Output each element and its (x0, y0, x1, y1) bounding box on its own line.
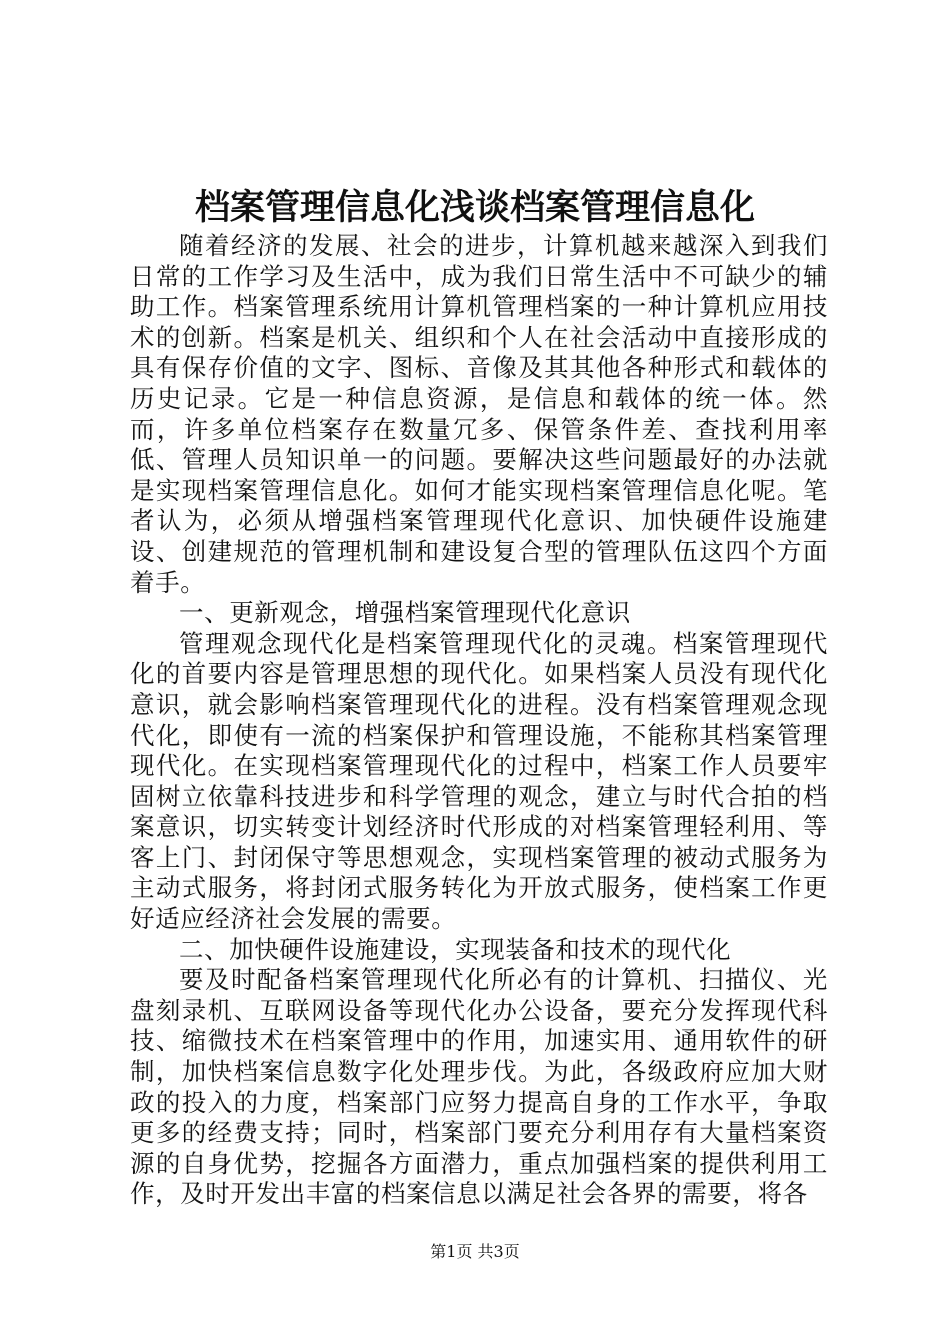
section-heading-2: 二、加快硬件设施建设，实现装备和技术的现代化 (179, 934, 732, 964)
document-title: 档案管理信息化浅谈档案管理信息化 (194, 187, 755, 228)
intro-paragraph: 随着经济的发展、社会的进步，计算机越来越深入到我们日常的工作学习及生活中，成为我们日常生活中不可缺少的辅助工作。档案管理系统用计算机管理档案的一种计算机应用技术的创新。档案是机关、组织和个人在社会活动中直接形成的具有保存价值的文字、图标、音像及其其他各种形式和载体的历史记录。它是一种信息资源，是信息和载体的统一体。然而，许多单位档案存在数量冗多、保管条件差、查找利用率低、管理人员知识单一的问题。要解决这些问题最好的办法就是实现档案管理信息化。如何才能实现档案管理信息化呢。笔者认为，必须从增强档案管理现代化意识、加快硬件设施建设、创建规范的管理机制和建设复合型的管理队伍这四个方面着手。 (130, 231, 828, 597)
section-paragraph-2: 要及时配备档案管理现代化所必有的计算机、扫描仪、光盘刻录机、互联网设备等现代化办公设备，要充分发挥现代科技、缩微技术在档案管理中的作用，加速实用、通用软件的研制，加快档案信息数字化处理步伐。为此，各级政府应加大财政的投入的力度，档案部门应努力提高自身的工作水平，争取更多的经费支持；同时，档案部门要充分利用存有大量档案资源的自身优势，挖掘各方面潜力，重点加强档案的提供利用工作，及时开发出丰富的档案信息以满足社会各界的需要，将各 (130, 965, 828, 1209)
section-heading-1: 一、更新观念，增强档案管理现代化意识 (179, 598, 631, 628)
document-body (130, 231, 828, 1210)
page-number-footer: 第1页 共3页 (430, 1242, 520, 1261)
section-paragraph-1: 管理观念现代化是档案管理现代化的灵魂。档案管理现代化的首要内容是管理思想的现代化。如果档案人员没有现代化意识，就会影响档案管理现代化的进程。没有档案管理观念现代化，即使有一流的档案保护和管理设施，不能称其档案管理现代化。在实现档案管理现代化的过程中，档案工作人员要牢固树立依靠科技进步和科学管理的观念，建立与时代合拍的档案意识，切实转变计划经济时代形成的对档案管理轻利用、等客上门、封闭保守等思想观念，实现档案管理的被动式服务为主动式服务，将封闭式服务转化为开放式服务，使档案工作更好适应经济社会发展的需要。 (130, 628, 828, 934)
